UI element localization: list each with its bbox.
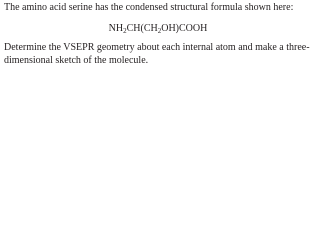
formula-part: NH [108,22,124,34]
formula-subscript: 2 [123,26,127,35]
condensed-structural-formula [4,22,312,35]
formula-part: OH)COOH [161,22,208,34]
task-paragraph: Determine the VSEPR geometry about each internal atom and make a three-dimensional sketch of the molecule. [4,41,310,67]
formula-part: CH(CH [126,22,158,34]
intro-paragraph: The amino acid serine has the condensed structural formula shown here: [4,2,294,13]
formula-subscript: 2 [157,26,162,35]
question-text-block [4,1,312,68]
